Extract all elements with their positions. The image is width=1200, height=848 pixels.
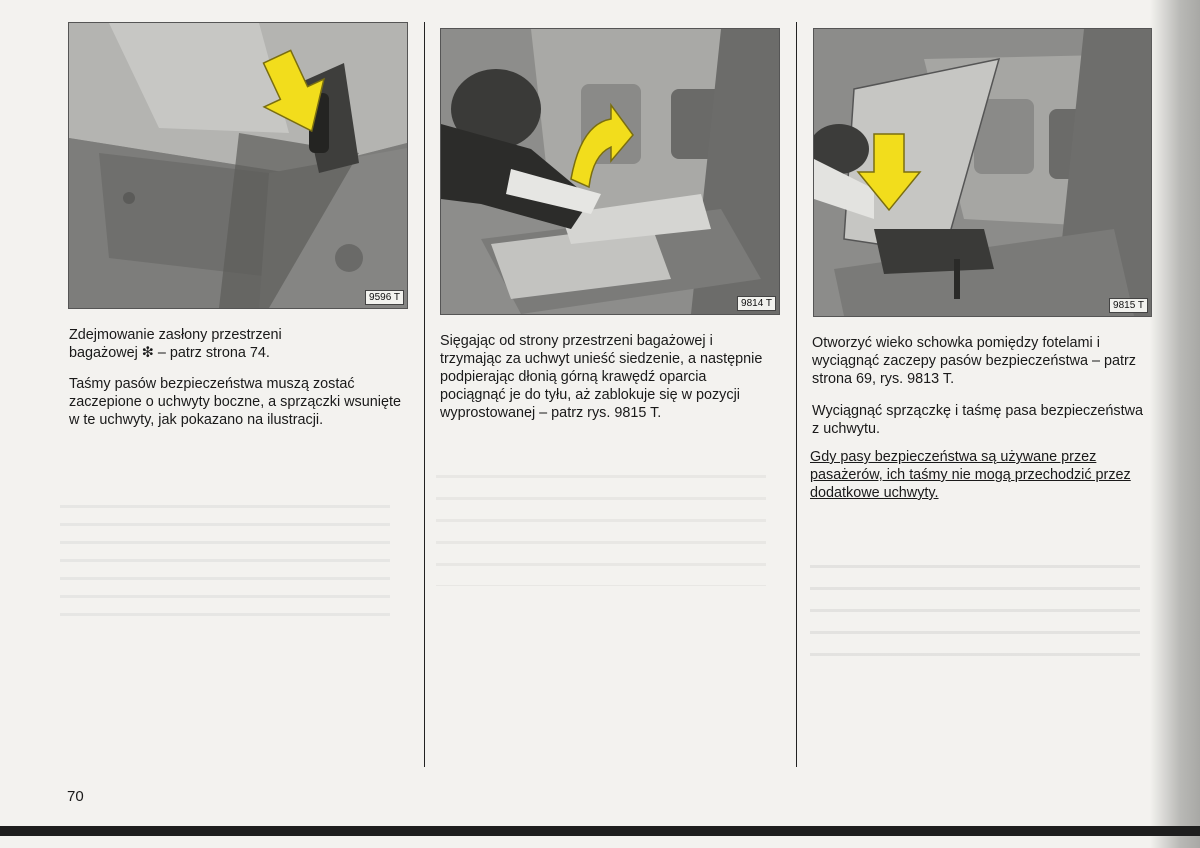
paragraph-warning: Gdy pasy bezpieczeństwa są używane przez pasażerów, ich taśmy nie mogą przechodzić przez dodatkowe uchwyty.	[810, 449, 1131, 501]
figure-code: 9596 T	[365, 290, 404, 305]
figure-seatbelt-holder	[68, 22, 408, 309]
paragraph-raise-seat: Sięgając od strony przestrzeni bagażowej i trzymając za uchwyt unieść siedzenie, a następnie podpierając dłonią górną krawędź oparcia pociągnąć je do tyłu, aż zablokuje się w pozycji wyprostowanej – patrz rys. 9815 T.	[440, 333, 763, 421]
bleed-through-text	[810, 520, 1140, 692]
paragraph-belt-hooks: Taśmy pasów bezpieczeństwa muszą zostać zaczepione o uchwyty boczne, a sprzączki wsunięte w te uchwyty, jak pokazano na ilustracji.	[69, 376, 401, 428]
column-divider	[796, 22, 797, 767]
figure-storage-lid	[813, 28, 1152, 317]
page-edge-shadow	[1150, 0, 1200, 848]
column-divider	[424, 22, 425, 767]
paragraph-cover-removal: Zdejmowanie zasłony przestrzeni bagażowej ❇ – patrz strona 74.	[69, 327, 282, 361]
figure-raise-seat	[440, 28, 780, 315]
page-bottom-bar	[0, 826, 1200, 836]
page-number: 70	[67, 788, 84, 805]
paragraph-pull-buckle: Wyciągnąć sprzączkę i taśmę pasa bezpieczeństwa z uchwytu.	[812, 403, 1144, 437]
figure-illustration	[69, 23, 407, 308]
figure-code: 9815 T	[1109, 298, 1148, 313]
figure-illustration	[814, 29, 1151, 316]
paragraph-open-lid: Otworzyć wieko schowka pomiędzy fotelami i wyciągnąć zaczepy pasów bezpieczeństwa – patrz strona 69, rys. 9813 T.	[812, 335, 1136, 387]
figure-illustration	[441, 29, 779, 314]
bleed-through-text	[60, 460, 390, 652]
figure-code: 9814 T	[737, 296, 776, 311]
bleed-through-text	[436, 430, 766, 622]
